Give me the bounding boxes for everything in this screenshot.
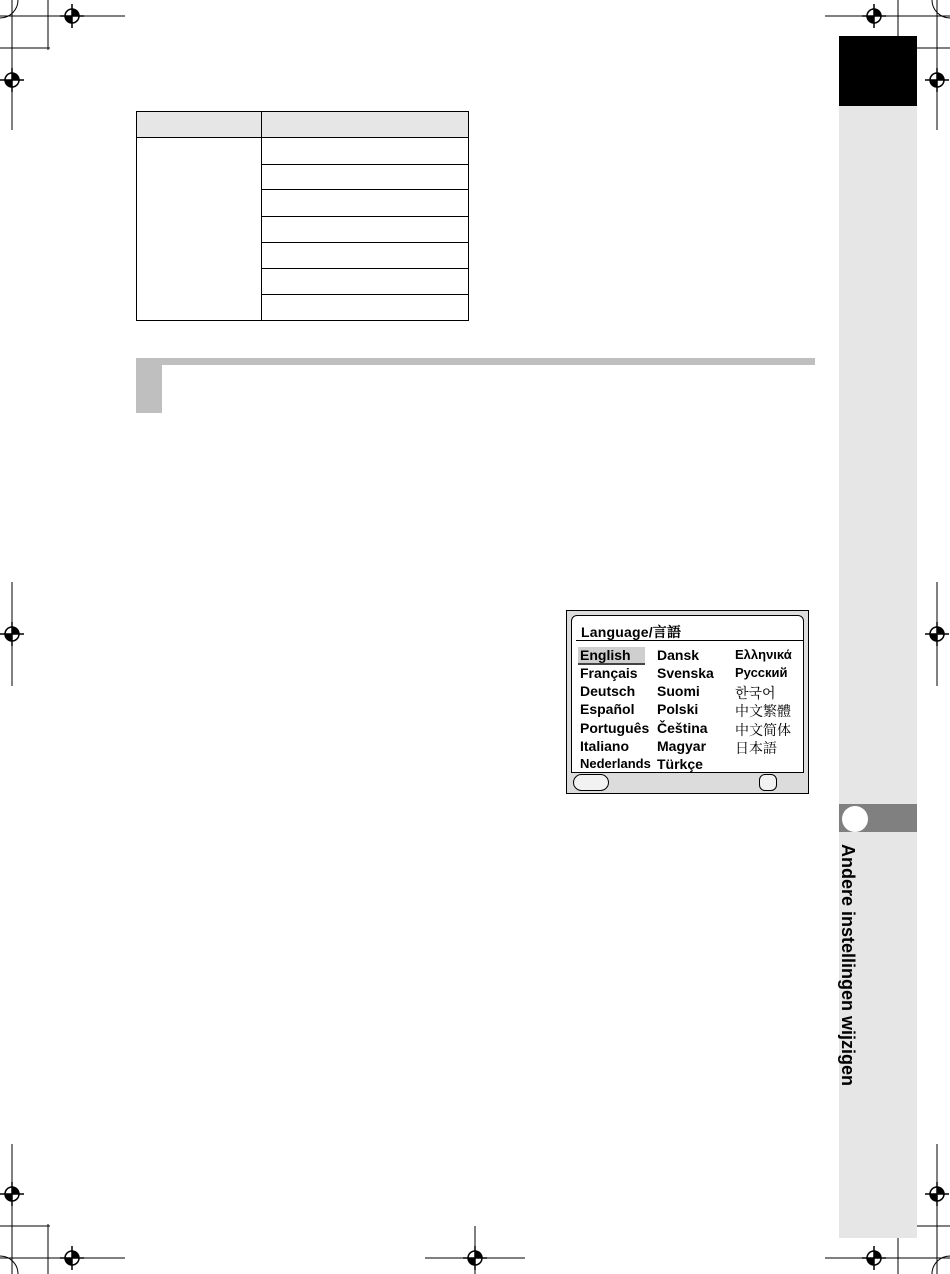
table-row xyxy=(261,164,468,165)
chapter-sidebar-block xyxy=(839,36,917,106)
language-option[interactable]: Русский xyxy=(735,665,788,680)
language-option[interactable]: Italiano xyxy=(580,738,630,754)
language-option[interactable]: 日本語 xyxy=(735,740,777,756)
language-panel xyxy=(571,615,804,773)
language-option[interactable]: Svenska xyxy=(657,665,714,681)
language-screen-footer xyxy=(567,772,808,793)
table-row xyxy=(261,294,468,295)
language-screen-title: Language/言語 xyxy=(581,624,682,640)
table-header xyxy=(137,112,468,138)
language-option-selected[interactable]: English xyxy=(578,647,645,665)
chapter-title: Andere instellingen wijzigen xyxy=(838,844,858,1087)
section-header-marker xyxy=(136,358,162,413)
title-underline xyxy=(576,640,803,641)
section-header-bar xyxy=(136,358,815,365)
language-screen xyxy=(566,610,809,794)
language-option[interactable]: Türkçe xyxy=(657,756,703,772)
language-option[interactable]: Español xyxy=(580,701,635,717)
language-option[interactable]: 中文繁體 xyxy=(735,703,791,719)
language-option[interactable]: Dansk xyxy=(657,647,700,663)
table-row xyxy=(261,189,468,190)
table-row xyxy=(261,216,468,217)
settings-table xyxy=(136,111,469,321)
language-option[interactable]: Deutsch xyxy=(580,683,636,699)
language-option[interactable]: Čeština xyxy=(657,720,708,736)
language-option[interactable]: Français xyxy=(580,665,638,681)
language-option[interactable]: Português xyxy=(580,720,650,736)
language-option[interactable]: Ελληνικά xyxy=(735,647,792,662)
language-option[interactable]: Magyar xyxy=(657,738,707,754)
ok-button[interactable] xyxy=(759,774,777,791)
language-option[interactable]: 中文简体 xyxy=(735,722,791,738)
table-row xyxy=(261,268,468,269)
chapter-number-circle xyxy=(842,806,868,832)
table-row xyxy=(261,242,468,243)
language-option[interactable]: Suomi xyxy=(657,683,700,699)
language-option[interactable]: Nederlands xyxy=(580,756,651,771)
language-option[interactable]: 한국어 xyxy=(735,685,776,701)
menu-button[interactable] xyxy=(573,774,609,791)
language-option[interactable]: Polski xyxy=(657,701,699,717)
